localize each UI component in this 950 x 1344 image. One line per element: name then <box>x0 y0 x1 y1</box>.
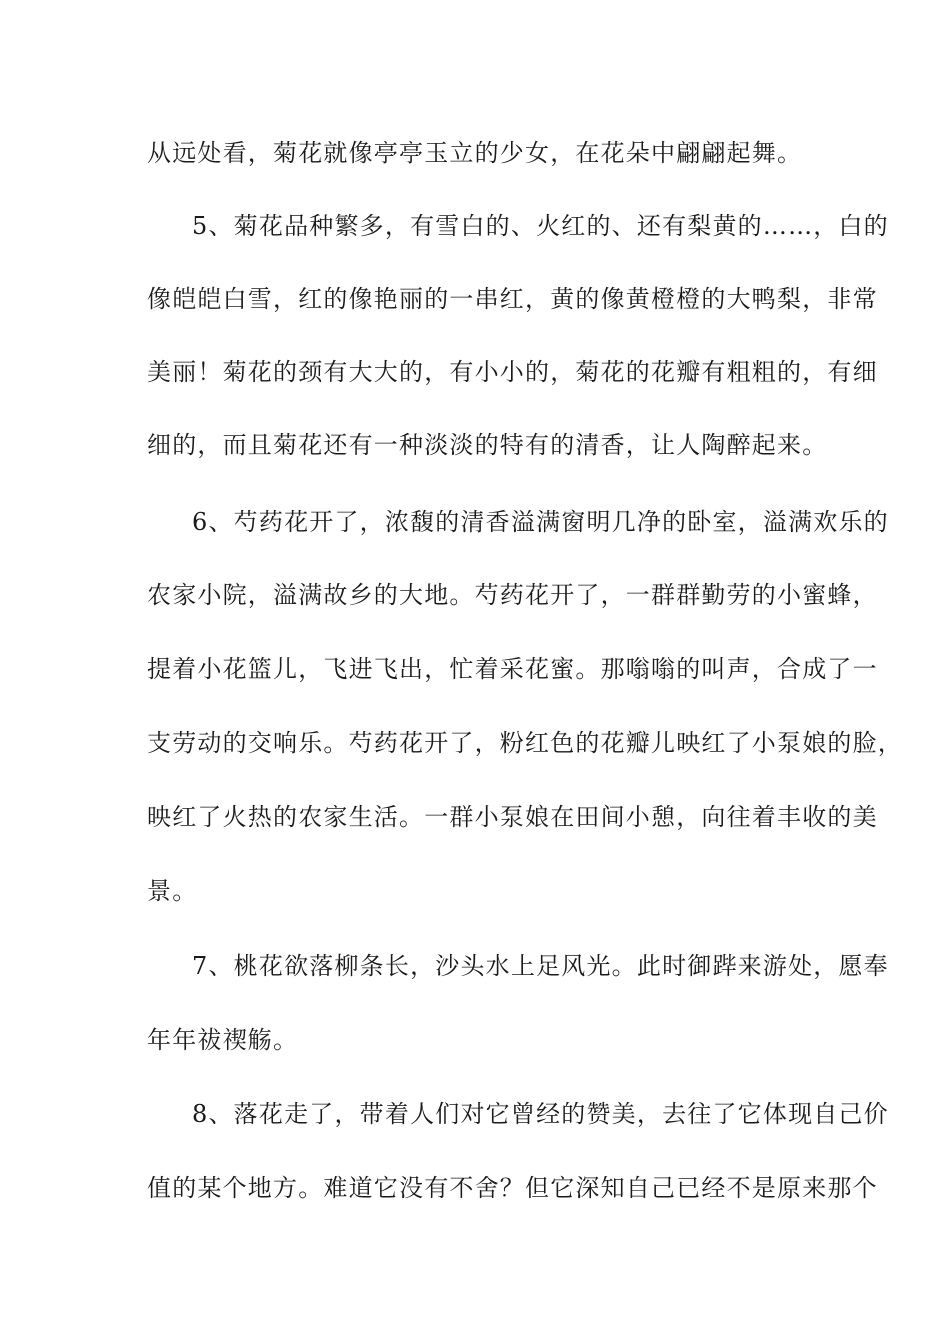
text-line: 支劳动的交响乐。芍药花开了，粉红色的花瓣儿映红了小泵娘的脸， <box>147 729 903 757</box>
text-line: 映红了火热的农家生活。一群小泵娘在田间小憩，向往着丰收的美 <box>147 803 878 831</box>
text-line: 农家小院，溢满故乡的大地。芍药花开了，一群群勤劳的小蜜蜂， <box>147 581 878 609</box>
paragraph-5-line: 5、菊花品种繁多，有雪白的、火红的、还有梨黄的……，白的 <box>192 212 889 240</box>
paragraph-8-line: 8、落花走了，带着人们对它曾经的赞美，去往了它体现自己价 <box>192 1100 889 1128</box>
text-line: 细的，而且菊花还有一种淡淡的特有的清香，让人陶醉起来。 <box>147 431 828 459</box>
text-line: 美丽！菊花的颈有大大的，有小小的，菊花的花瓣有粗粗的，有细 <box>147 358 878 386</box>
text-line: 从远处看，菊花就像亭亭玉立的少女，在花朵中翩翩起舞。 <box>147 139 803 167</box>
text-line: 年年祓禊觞。 <box>147 1026 299 1054</box>
paragraph-7-line: 7、桃花欲落柳条长，沙头水上足风光。此时御跸来游处，愿奉 <box>192 952 889 980</box>
text-line: 景。 <box>147 877 198 905</box>
paragraph-6-line: 6、芍药花开了，浓馥的清香溢满窗明几净的卧室，溢满欢乐的 <box>192 508 889 536</box>
text-line: 像皑皑白雪，红的像艳丽的一串红，黄的像黄橙橙的大鸭梨，非常 <box>147 285 878 313</box>
text-line: 提着小花篮儿，飞进飞出，忙着采花蜜。那嗡嗡的叫声，合成了一 <box>147 655 878 683</box>
text-line: 值的某个地方。难道它没有不舍？但它深知自己已经不是原来那个 <box>147 1174 878 1202</box>
